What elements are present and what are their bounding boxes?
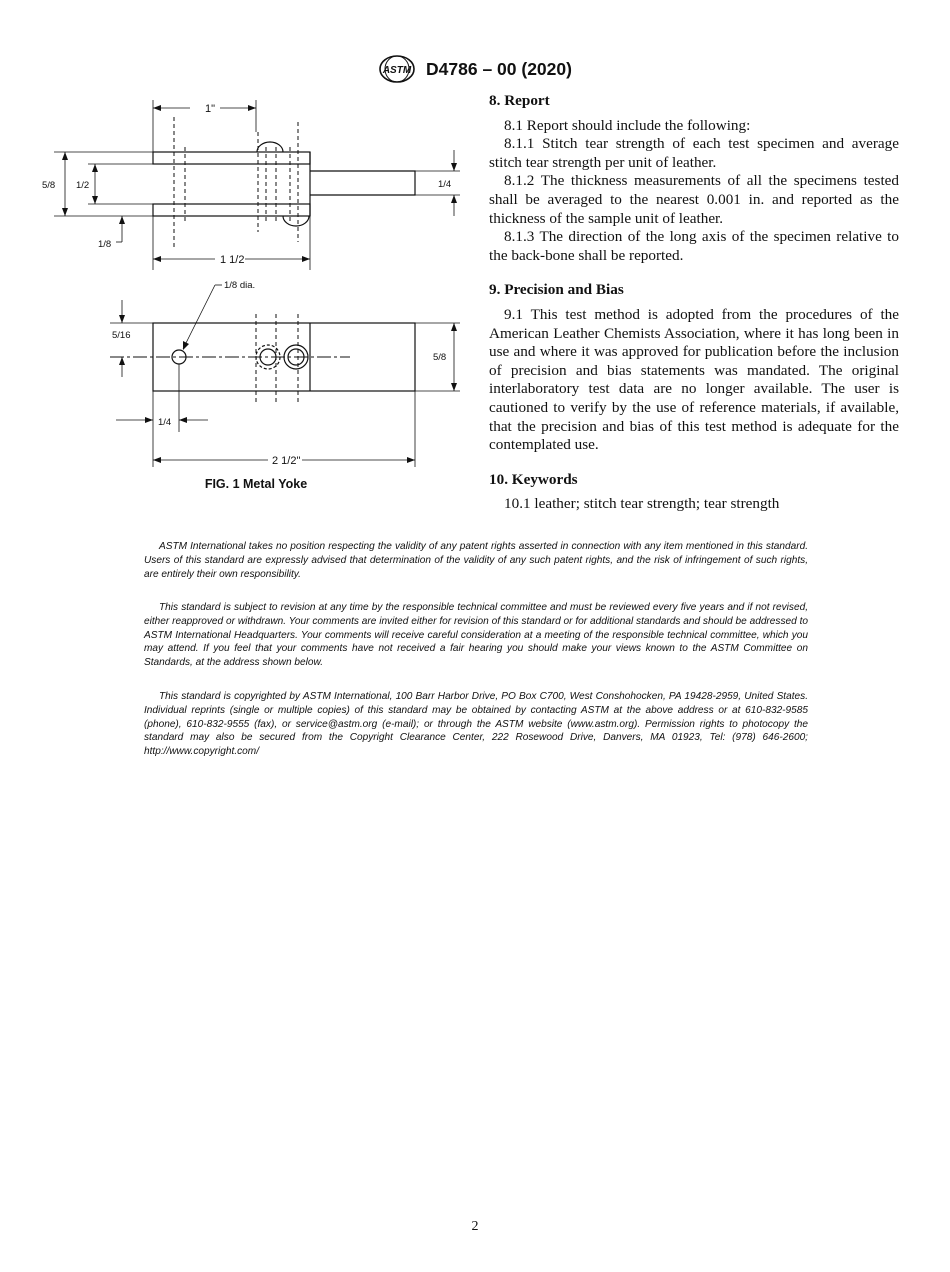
- paragraph: 8.1.3 The direction of the long axis of the specimen relative to the back-bone shall be reported.: [489, 228, 899, 264]
- astm-logo-icon: [378, 54, 416, 84]
- page-number: 2: [471, 1219, 479, 1234]
- document-title: D4786 – 00 (2020): [426, 58, 572, 79]
- svg-text:ASTM: ASTM: [382, 65, 412, 76]
- dim-plan-height: 5/8: [433, 352, 447, 363]
- dim-top-width: 1": [205, 103, 216, 115]
- dim-length: 1 1/2: [220, 254, 245, 266]
- paragraph: 9.1 This test method is adopted from the procedures of the American Leather Chemists Association, where it has long been in use and where it was approved for publication before the inclusion of precision and bias statements was mandated. The original interlaboratory test data are no longer available. The user is cautioned to verify by the use of reference materials, if available, that the precision and bias of this test method is adequate for the contemplated use.: [489, 305, 899, 454]
- paragraph: 8.1.1 Stitch tear strength of each test specimen and average stitch tear strength per unit of leather.: [489, 135, 899, 171]
- dim-overall: 2 1/2": [272, 455, 301, 467]
- revision-notice: This standard is subject to revision at any time by the responsible technical committee and must be reviewed every five years and if not revised, either reapproved or withdrawn. Your comments are invited either for revision of this standard or for additional standards and should be addressed to ASTM International Headquarters. Your comments will receive careful consideration at a meeting of the responsible technical committee, which you may attend. If you feel that your comments have not received a fair hearing you should make your views known to the ASTM Committee on Standards, at the address shown below.: [144, 602, 808, 669]
- page-header: [0, 54, 950, 84]
- dim-prong: 1/8: [98, 239, 112, 250]
- dim-inner-height: 1/2: [76, 180, 90, 191]
- copyright-notice: This standard is copyrighted by ASTM International, 100 Barr Harbor Drive, PO Box C700, West Conshohocken, PA 19428-2959, United States. Individual reprints (single or multiple copies) of this standard may be obtained by contacting ASTM at the above address or at 610-832-9585 (phone), 610-832-9555 (fax), or service@astm.org (e-mail); or through the ASTM website (www.astm.org). Permission rights to photocopy the standard may also be secured from the Copyright Clearance Center, 222 Rosewood Drive, Danvers, MA 01923, Tel: (978) 646-2600; http://www.copyright.com/: [144, 691, 808, 758]
- plan-view-drawing: [110, 285, 460, 467]
- dim-hole-dia: 1/8 dia.: [224, 280, 256, 291]
- dim-hole-edge: 1/4: [158, 417, 172, 428]
- section-heading: 10. Keywords: [489, 470, 578, 488]
- paragraph: 8.1 Report should include the following:: [504, 116, 751, 134]
- patent-notice: ASTM International takes no position respecting the validity of any patent rights asserted in connection with any item mentioned in this standard. Users of this standard are expressly advised that determination of the validity of any such patent rights, and the risk of infringement of such rights, are entirely their own responsibility.: [144, 541, 808, 580]
- section-heading: 8. Report: [489, 92, 550, 109]
- figure-caption: FIG. 1 Metal Yoke: [204, 477, 308, 491]
- side-view-drawing: [54, 100, 460, 270]
- dim-tongue: 1/4: [438, 179, 452, 190]
- paragraph: 8.1.2 The thickness measurements of all the specimens tested shall be averaged to the nearest 0.001 in. and reported as the thickness of the sample unit of leather.: [489, 172, 899, 227]
- paragraph: 10.1 leather; stitch tear strength; tear strength: [504, 495, 780, 513]
- dim-hole-offset: 5/16: [112, 330, 131, 341]
- body-column: [489, 92, 899, 514]
- dim-outer-height: 5/8: [42, 180, 56, 191]
- section-heading: 9. Precision and Bias: [489, 281, 624, 299]
- metal-yoke-figure: [40, 92, 480, 502]
